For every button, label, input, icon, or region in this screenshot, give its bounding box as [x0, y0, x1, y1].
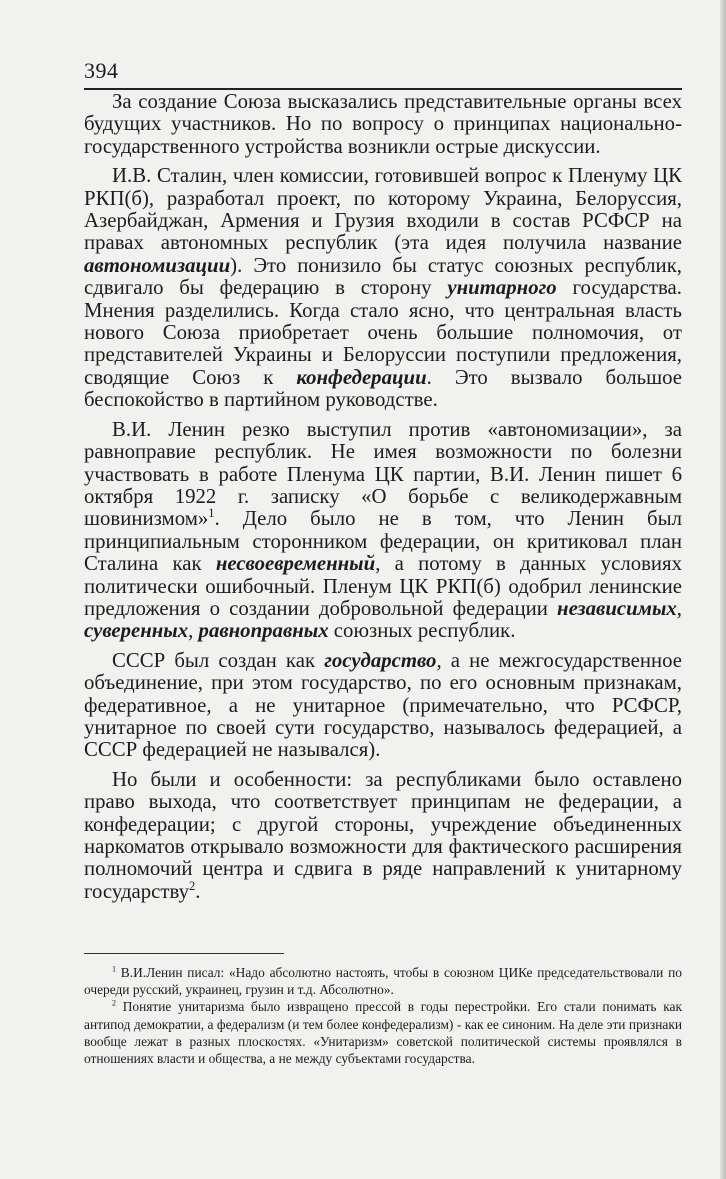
text-run: , а потому в данных условиях политически ошибочный. Пленум ЦК РКП(б) одобрил ленинские предложения о создании добровольной федерации [84, 552, 683, 620]
emphasized-term: суверенных [84, 619, 189, 643]
main-text [84, 91, 682, 910]
text-run: . Это вызвало большое беспокойство в партийном руководстве. [84, 365, 682, 412]
text-run: И.В. Сталин, член комиссии, готовившей вопрос к Пленуму ЦК РКП(б), разработал проект, по которому Украина, Белоруссия, Азербайджан, Армения и Грузия входили в состав РСФСР на правах автономных республик (эта идея получила название [84, 164, 682, 255]
text-run: , [676, 596, 682, 620]
page-number: 394 [84, 58, 119, 83]
text-run: ). Это понизило бы статус союзных республик, сдвигало бы федерацию в сторону [84, 253, 682, 300]
paragraph-4 [84, 650, 682, 762]
paragraph-5 [84, 769, 682, 903]
emphasized-term: унитарного [447, 276, 557, 300]
emphasized-term: государство [324, 648, 437, 672]
page-edge-shadow [720, 0, 726, 1179]
footnote-marker: 2 [112, 998, 117, 1008]
footnotes [84, 964, 682, 1067]
footnote-marker: 2 [189, 878, 196, 893]
footnote-marker: 1 [112, 964, 117, 974]
footnote-2 [84, 998, 682, 1067]
footnote-1 [84, 964, 682, 998]
paragraph-2 [84, 165, 682, 411]
emphasized-term: независимых [557, 596, 677, 620]
emphasized-term: конфедерации [296, 365, 427, 389]
text-run: За создание Союза высказались представительные органы всех будущих участников. Но по вопросу о принципах национально-государственного устройства возникли острые дискуссии. [84, 90, 682, 158]
footnote-marker: 1 [208, 506, 215, 521]
paragraph-1 [84, 91, 682, 158]
text-run: В.И. Ленин резко выступил против «автономизации», за равноправие республик. Не имея возможности по болезни участвовать в работе Пленума ЦК партии, В.И. Ленин пишет 6 октября 1922 г. записку «О борьбе с великодержавным шовинизмом» [84, 417, 682, 531]
paragraph-3 [84, 419, 682, 643]
text-run: государства. Мнения разделились. Когда стало ясно, что центральная власть нового Союза приобретает очень большие полномочия, от представителей Украины и Белоруссии поступили предложения, сводящие Союз к [84, 276, 682, 389]
text-run: СССР был создан как [112, 648, 325, 672]
text-run: Но были и особенности: за республиками было оставлено право выхода, что соответствует принципам не федерации, а конфедерации; с другой стороны, учреждение объединенных наркоматов открывало возможности для фактического расширения полномочий центра и сдвига в ряде направлений к унитарному государству [84, 767, 682, 903]
emphasized-term: равноправных [198, 619, 329, 643]
text-run: , а не межгосударственное объединение, при этом государство, по его основным признакам, федеративное, а не унитарное (примечательно, что РСФСР, унитарное по своей сути государство, называлось федерацией, а СССР федерацией не назывался). [84, 648, 682, 762]
footnote-separator [84, 953, 284, 954]
text-run: . Дело было не в том, что Ленин был принципиальным сторонником федерации, он критиковал план Сталина как [84, 507, 682, 576]
emphasized-term: автономизации [84, 253, 231, 277]
text-run: В.И.Ленин писал: «Надо абсолютно настоять, чтобы в союзном ЦИКе председательствовали по очереди русский, украинец, грузин и т.д. Абсолютно». [84, 965, 682, 998]
emphasized-term: несвоевременный [215, 552, 376, 576]
text-run: , [188, 619, 199, 643]
text-run: Понятие унитаризма было извращено прессой в годы перестройки. Его стали понимать как антипод демократии, а федерализм (и тем более конфедерализм) - как ее синоним. На деле эти признаки вообще лежат в разных плоскостях. «Унитаризм» советской политической системы проявлялся в отношениях власти и общества, а не между субъектами государства. [84, 999, 682, 1067]
text-run: союзных республик. [328, 619, 516, 643]
text-run: . [195, 879, 201, 903]
